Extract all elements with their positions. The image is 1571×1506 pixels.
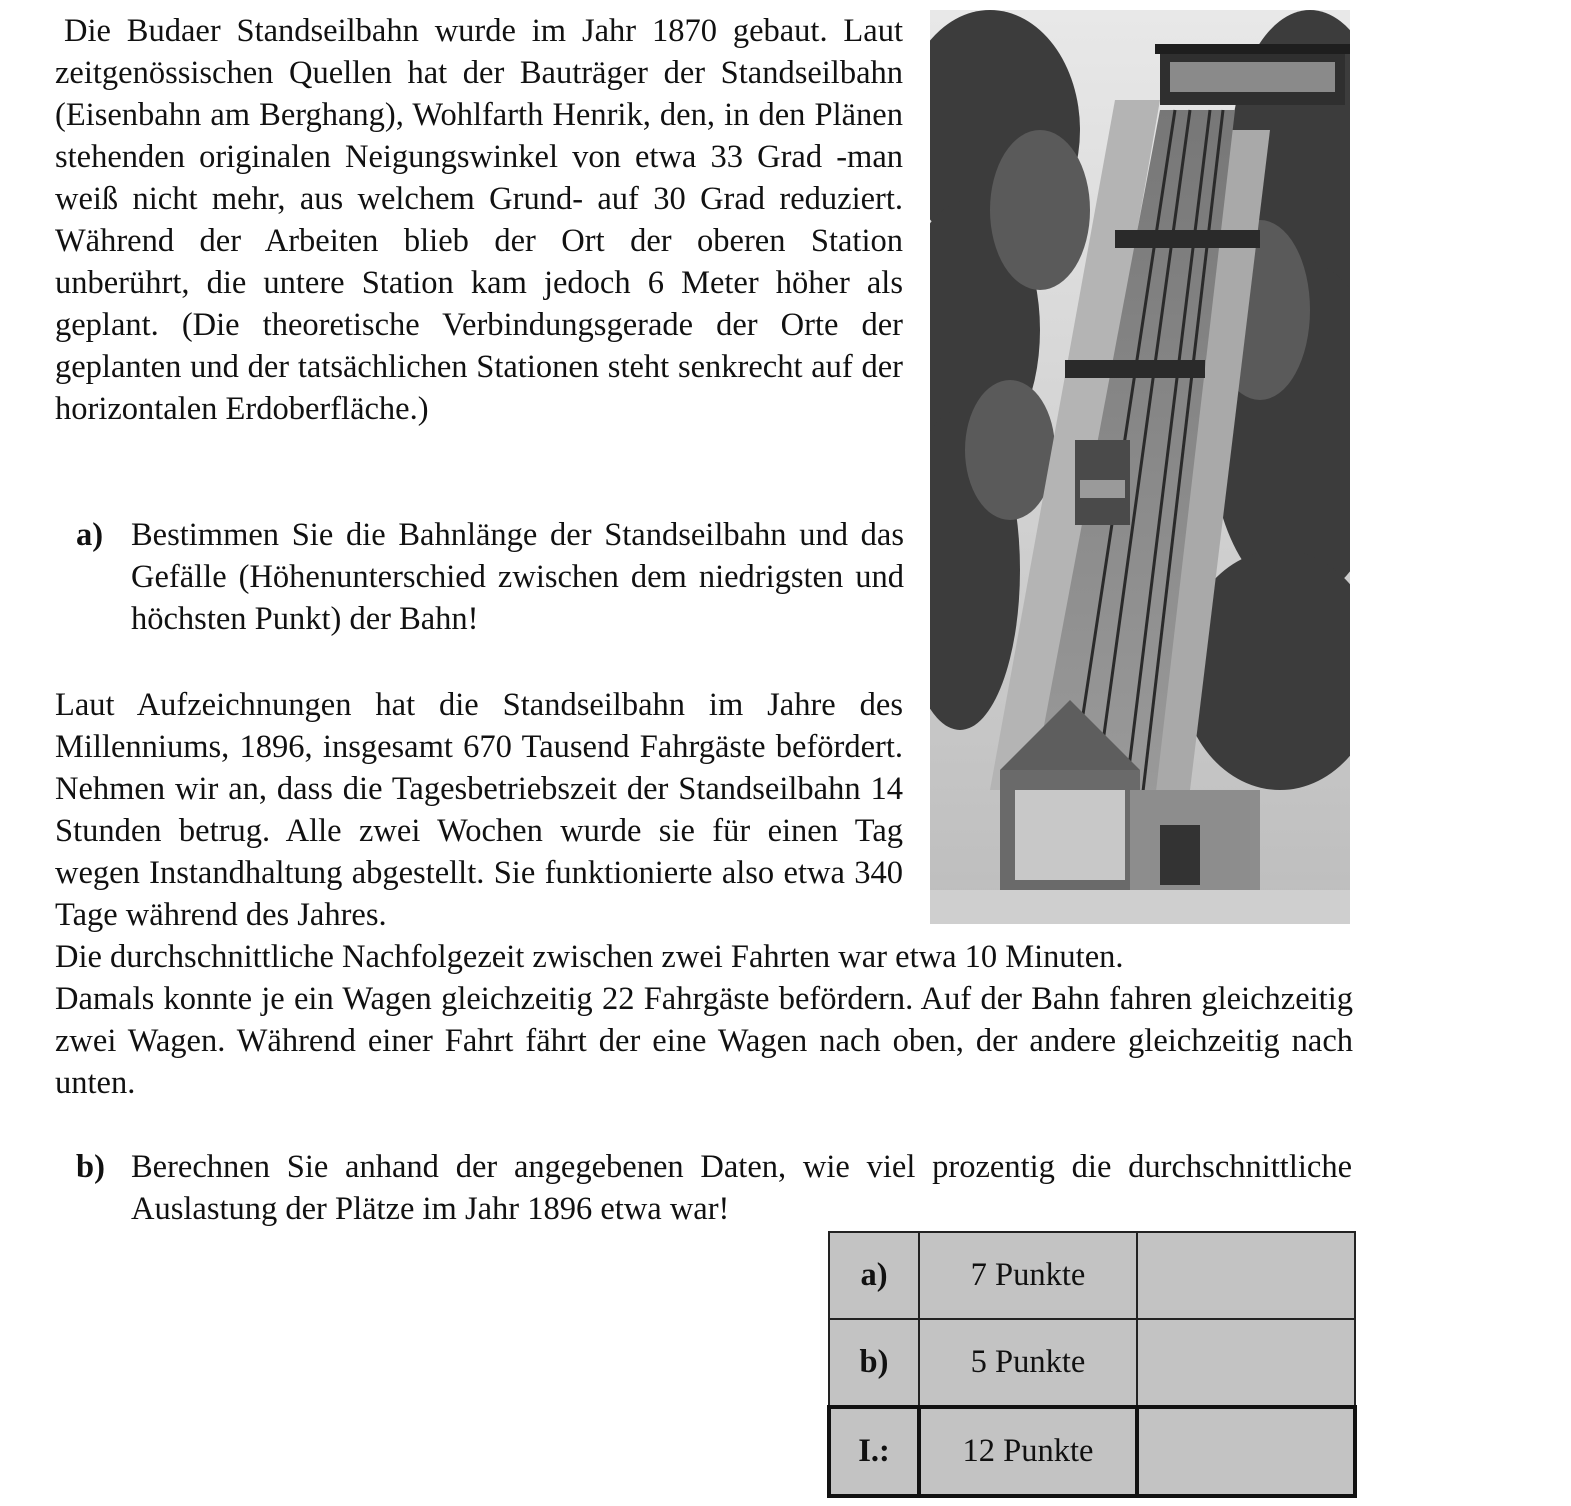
passenger-paragraph: Laut Aufzeichnungen hat die Standseilbahn im Jahre des Millenniums, 1896, insgesamt 670 Tausend Fahrgäste befördert. Nehmen wir an, dass die Tagesbetriebszeit der Standseilbahn 14 Stunden betrug. Alle zwei Wochen wurde sie für einen Tag wegen Instandhaltung abgestellt. Sie funktionierte also etwa 340 Tage während des Jahres. [55, 687, 903, 933]
score-table [827, 1231, 1357, 1498]
score-row [829, 1232, 1355, 1319]
intro-paragraph: Die Budaer Standseilbahn wurde im Jahr 1870 gebaut. Laut zeitgenössischen Quellen hat der Bauträger der Standseilbahn (Eisenbahn am Berghang), Wohlfarth Henrik, den, in den Plänen stehenden originalen Neigungswinkel von etwa 33 Grad -man weiß nicht mehr, aus welchem Grund- auf 30 Grad reduziert. Während der Arbeiten blieb der Ort der oberen Station unberührt, die untere Station kam jedoch 6 Meter höher als geplant. (Die theoretische Verbindungsgerade der Orte der geplanten und der tatsächlichen Stationen steht senkrecht auf der horizontalen Erdoberfläche.) [55, 13, 903, 427]
task-b [76, 1146, 1352, 1230]
funicular-photo [930, 10, 1350, 924]
score-blank-cell[interactable] [1137, 1407, 1355, 1496]
task-a-text: Bestimmen Sie die Bahnlänge der Standseilbahn und das Gefälle (Höhenunterschied zwischen dem niedrigsten und höchsten Punkt) der Bahn! [131, 517, 904, 637]
frequency-paragraph-rest: Damals konnte je ein Wagen gleichzeitig 22 Fahrgäste befördern. Auf der Bahn fahren gleichzeitig zwei Wagen. Während einer Fahrt fährt der eine Wagen nach oben, der andere gleichzeitig nach unten. [55, 981, 1353, 1101]
score-total-row [829, 1407, 1355, 1496]
score-points: 12 Punkte [919, 1407, 1137, 1496]
score-blank-cell[interactable] [1137, 1319, 1355, 1407]
frequency-paragraph [55, 936, 1353, 1104]
score-part: I.: [829, 1407, 919, 1496]
score-points: 5 Punkte [919, 1319, 1137, 1407]
score-points: 7 Punkte [919, 1232, 1137, 1319]
score-blank-cell[interactable] [1137, 1232, 1355, 1319]
task-b-label: b) [76, 1149, 105, 1185]
task-b-text: Berechnen Sie anhand der angegebenen Daten, wie viel prozentig die durchschnittliche Auslastung der Plätze im Jahr 1896 etwa war! [131, 1149, 1352, 1227]
score-part: a) [829, 1232, 919, 1319]
task-a-label: a) [76, 517, 104, 553]
task-a [76, 514, 904, 640]
score-row [829, 1319, 1355, 1407]
score-part: b) [829, 1319, 919, 1407]
frequency-paragraph-line1: Die durchschnittliche Nachfolgezeit zwischen zwei Fahrten war etwa 10 Minuten. [55, 939, 1124, 975]
